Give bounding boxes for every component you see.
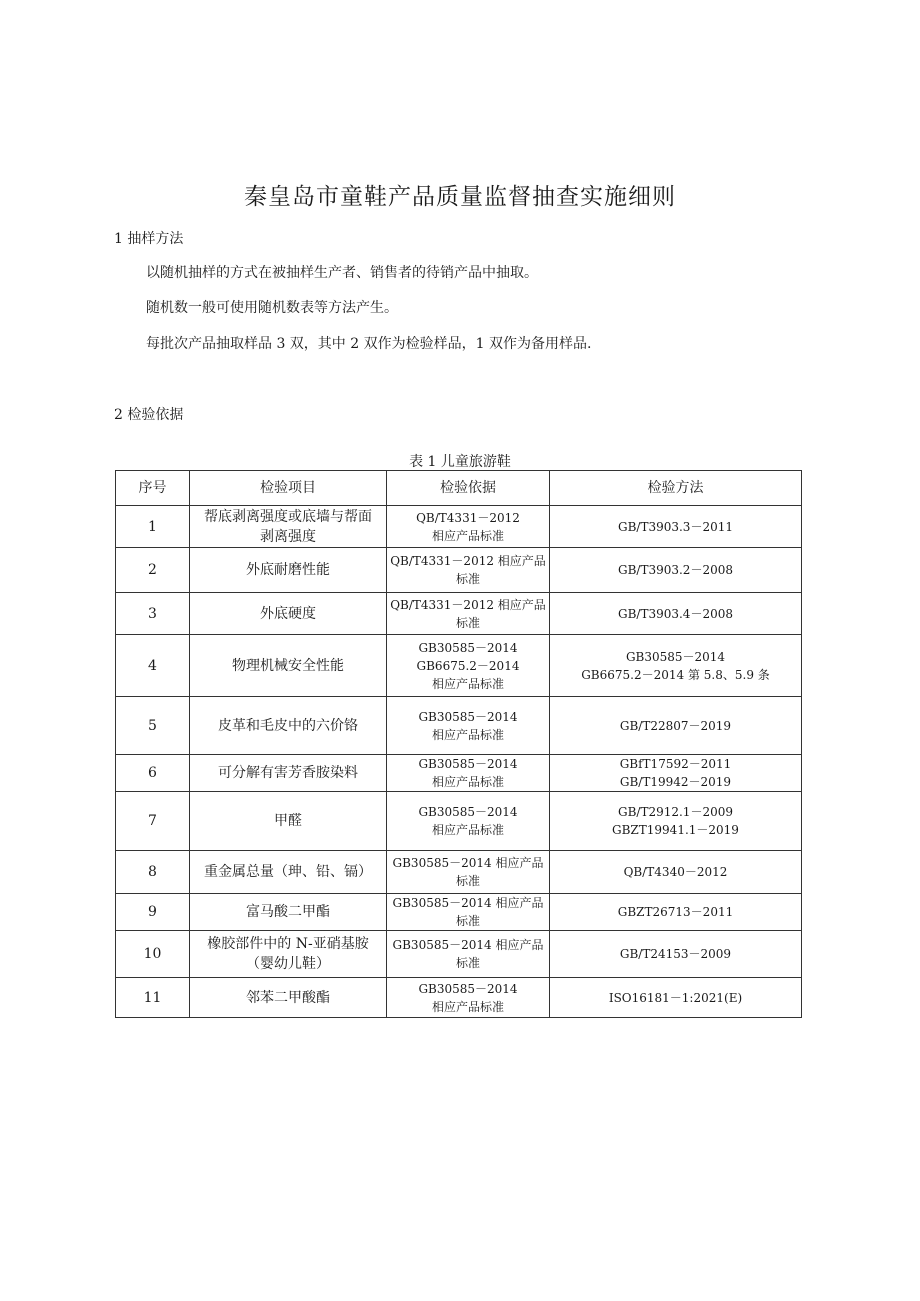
inspection-item [190, 593, 387, 635]
table-header-row [116, 471, 802, 506]
inspection-basis-line: 相应产品标准 [431, 775, 504, 789]
inspection-method-line: GB/T19942－2019 [619, 775, 732, 789]
table-row [116, 635, 802, 697]
inspection-basis [387, 697, 550, 755]
inspection-method-line: GB/T3903.3－2011 [618, 519, 733, 534]
inspection-basis-line: 相应产品标准 [431, 823, 504, 837]
inspection-basis [387, 978, 550, 1018]
inspection-item [190, 851, 387, 894]
inspection-basis-line: 标准 [455, 914, 480, 928]
inspection-method-line: GB30585－2014 [625, 649, 726, 664]
inspection-basis-line: 标准 [455, 956, 480, 970]
inspection-item [190, 978, 387, 1018]
table-row [116, 506, 802, 548]
inspection-method-line: GB/T3903.4－2008 [618, 606, 733, 621]
inspection-basis-line: GB6675.2－2014 [416, 658, 520, 673]
inspection-method-line: GB/T2912.1－2009 [618, 805, 733, 819]
row-number: 2 [116, 548, 190, 593]
header-method: 检验方法 [550, 471, 802, 506]
inspection-basis [387, 894, 550, 931]
row-number: 7 [116, 792, 190, 851]
inspection-method-line: GBZT26713－2011 [617, 905, 734, 919]
inspection-basis-line: GB30585－2014 [418, 981, 518, 996]
inspection-basis-line: 相应产品标准 [431, 676, 504, 691]
inspection-method [550, 978, 802, 1018]
inspection-basis-line: QB/T4331－2012 相应产品 [390, 597, 546, 612]
inspection-item [190, 894, 387, 931]
row-number: 11 [116, 978, 190, 1018]
table-caption: 表 1 儿童旅游鞋 [409, 454, 511, 470]
row-number: 1 [116, 506, 190, 548]
table-body [116, 506, 802, 1018]
inspection-basis-line: GB30585－2014 相应产品 [392, 896, 544, 910]
inspection-item [190, 931, 387, 978]
table-row [116, 548, 802, 593]
inspection-method-line: GB/T24153－2009 [619, 947, 732, 961]
row-number: 9 [116, 894, 190, 931]
inspection-item-line: 帮底剥离强度或底墙与帮面 [204, 508, 372, 525]
inspection-item-line: 富马酸二甲酯 [246, 904, 330, 920]
paragraph: 随机数一般可使用随机数表等方法产生。 [146, 300, 398, 316]
inspection-basis-line: GB30585－2014 [418, 805, 518, 819]
section-1-heading: 1 抽样方法 [114, 231, 184, 247]
inspection-item-line: 邻苯二甲酸酯 [246, 989, 330, 1006]
table-row [116, 851, 802, 894]
inspection-basis [387, 851, 550, 894]
inspection-item-line: 甲醛 [274, 813, 302, 829]
inspection-basis-line: 相应产品标准 [431, 999, 504, 1014]
inspection-basis [387, 548, 550, 593]
inspection-method-line: GB/T22807－2019 [619, 718, 732, 733]
inspection-item-line: 可分解有害芳香胺染料 [218, 765, 358, 781]
document-title: 秦皇岛市童鞋产品质量监督抽查实施细则 [244, 184, 676, 210]
inspection-basis-line: GB30585－2014 相应产品 [392, 938, 544, 952]
inspection-item [190, 506, 387, 548]
inspection-method [550, 697, 802, 755]
inspection-basis [387, 635, 550, 697]
section-2-heading: 2 检验依据 [114, 407, 184, 423]
inspection-basis [387, 593, 550, 635]
row-number: 10 [116, 931, 190, 978]
inspection-basis-line: 相应产品标准 [431, 727, 504, 742]
header-item: 检验项目 [190, 471, 387, 506]
inspection-basis-line: QB/T4331－2012 相应产品 [390, 554, 546, 568]
inspection-method [550, 755, 802, 792]
inspection-method [550, 593, 802, 635]
inspection-basis-line: 标准 [455, 572, 480, 586]
inspection-basis [387, 755, 550, 792]
inspection-method-line: QB/T4340－2012 [623, 865, 728, 879]
inspection-item [190, 755, 387, 792]
inspection-item-line: 皮革和毛皮中的六价铬 [218, 717, 358, 734]
inspection-method [550, 851, 802, 894]
inspection-method [550, 792, 802, 851]
header-basis: 检验依据 [387, 471, 550, 506]
inspection-basis [387, 931, 550, 978]
paragraph: 每批次产品抽取样品 3 双，其中 2 双作为检验样品，1 双作为备用样品. [146, 336, 592, 352]
row-number: 6 [116, 755, 190, 792]
table-row [116, 697, 802, 755]
inspection-method [550, 894, 802, 931]
inspection-basis [387, 506, 550, 548]
inspection-item-line: 重金属总量（珅、铅、镉） [204, 864, 372, 880]
inspection-basis-line: GB30585－2014 相应产品 [392, 856, 544, 870]
inspection-item [190, 548, 387, 593]
inspection-basis-line: QB/T4331－2012 [416, 510, 520, 525]
table-row [116, 978, 802, 1018]
inspection-basis-line: 相应产品标准 [431, 528, 504, 543]
inspection-item [190, 635, 387, 697]
inspection-item-line: 外底硬度 [260, 605, 316, 622]
inspection-method-line: GB6675.2－2014 第 5.8、5.9 条 [581, 667, 770, 682]
inspection-item-line: （婴幼儿鞋） [246, 956, 330, 972]
inspection-basis-line: GB30585－2014 [418, 757, 518, 771]
row-number: 5 [116, 697, 190, 755]
inspection-method-line: GBZT19941.1－2019 [612, 823, 739, 837]
table-row [116, 755, 802, 792]
table-row [116, 931, 802, 978]
inspection-item-line: 橡胶部件中的 N-亚硝基胺 [207, 936, 369, 952]
header-no: 序号 [116, 471, 190, 506]
inspection-method [550, 506, 802, 548]
inspection-item [190, 697, 387, 755]
table-row [116, 593, 802, 635]
inspection-basis-line: GB30585－2014 [418, 709, 518, 724]
inspection-item-line: 剥离强度 [260, 528, 316, 545]
inspection-method [550, 548, 802, 593]
paragraph: 以随机抽样的方式在被抽样生产者、销售者的待销产品中抽取。 [146, 265, 538, 281]
inspection-basis-line: 标准 [455, 874, 480, 888]
row-number: 8 [116, 851, 190, 894]
inspection-method-line: ISO16181－1:2021(E) [608, 990, 743, 1005]
inspection-basis-line: 标准 [455, 615, 480, 630]
table-row [116, 792, 802, 851]
inspection-item [190, 792, 387, 851]
inspection-item-line: 物理机械安全性能 [232, 657, 344, 674]
inspection-method [550, 931, 802, 978]
row-number: 3 [116, 593, 190, 635]
table-row [116, 894, 802, 931]
inspection-method-line: GB/T3903.2－2008 [618, 563, 733, 577]
row-number: 4 [116, 635, 190, 697]
inspection-item-line: 外底耐磨性能 [246, 562, 330, 578]
inspection-basis [387, 792, 550, 851]
inspection-table [115, 470, 802, 1018]
inspection-method-line: GBfT17592－2011 [619, 757, 732, 771]
inspection-basis-line: GB30585－2014 [418, 640, 518, 655]
inspection-method [550, 635, 802, 697]
